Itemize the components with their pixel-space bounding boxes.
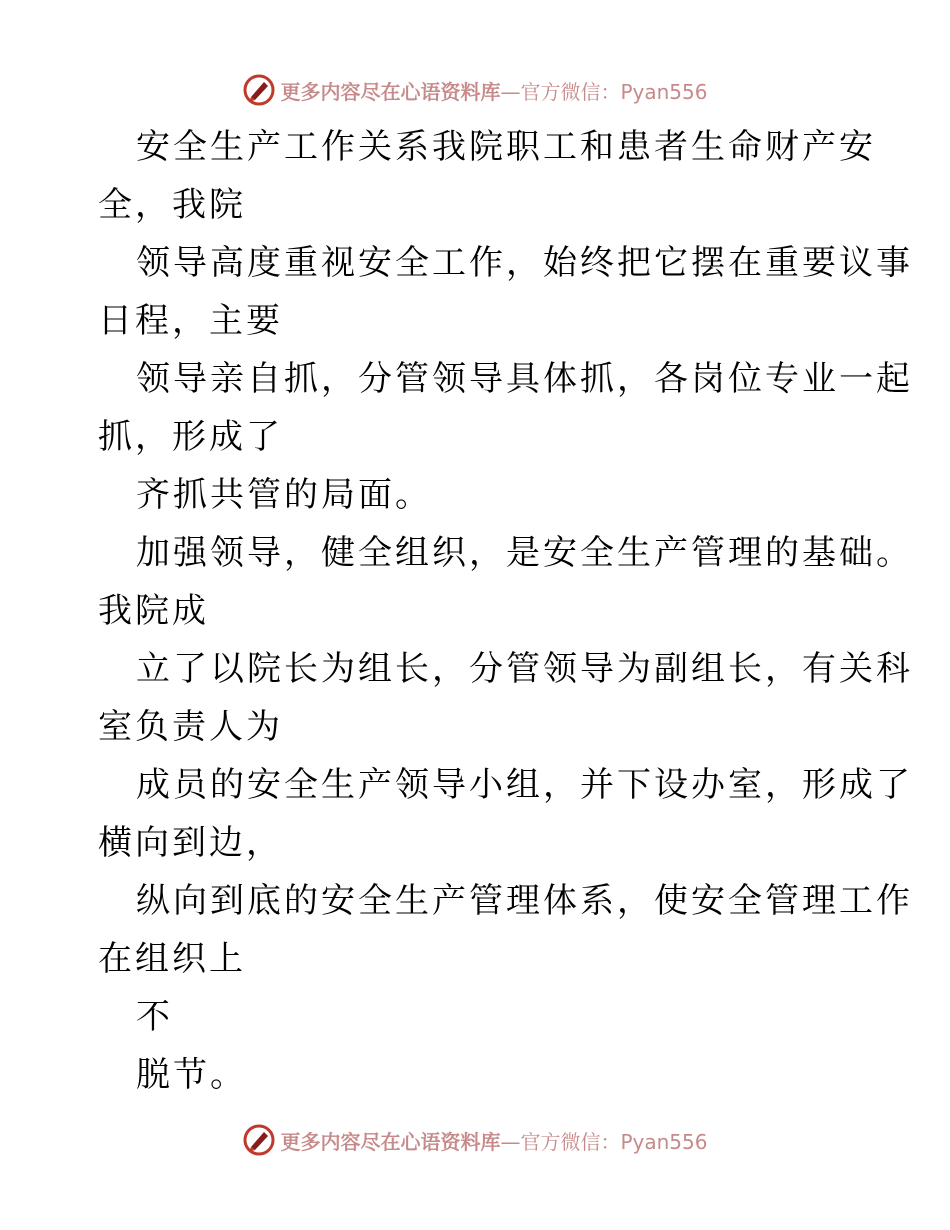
paragraph-wrap-line: 室负责人为 <box>98 707 283 747</box>
header-contact: —官方微信：Pyan556 <box>500 79 708 104</box>
footer-contact: —官方微信：Pyan556 <box>500 1129 708 1154</box>
paragraph-first-line: 纵向到底的安全生产管理体系，使安全管理工作 <box>136 881 913 921</box>
paragraph-wrap-line: 在组织上 <box>98 939 246 979</box>
paragraph-first-line: 安全生产工作关系我院职工和患者生命财产安 <box>136 127 876 167</box>
footer-slogan: 更多内容尽在心语资料库 <box>280 1129 501 1154</box>
paragraph-first-line: 齐抓共管的局面。 <box>136 475 432 515</box>
paragraph-wrap-line: 我院成 <box>98 591 209 631</box>
paragraph <box>98 756 913 872</box>
paragraph-first-line: 脱节。 <box>136 1055 247 1095</box>
paragraph <box>98 466 858 524</box>
document-body <box>98 118 913 1104</box>
paragraph <box>98 988 858 1046</box>
pen-logo-icon <box>242 73 276 107</box>
paragraph <box>98 350 913 466</box>
paragraph-first-line: 立了以院长为组长，分管领导为副组长，有关科 <box>136 649 913 689</box>
paragraph-first-line: 加强领导，健全组织，是安全生产管理的基础。 <box>136 533 913 573</box>
header-banner <box>0 70 950 110</box>
header-slogan: 更多内容尽在心语资料库 <box>280 79 501 104</box>
footer-banner <box>0 1120 950 1160</box>
paragraph <box>98 640 913 756</box>
paragraph-first-line: 领导高度重视安全工作，始终把它摆在重要议事 <box>136 243 913 283</box>
paragraph-first-line: 成员的安全生产领导小组，并下设办室，形成了 <box>136 765 913 805</box>
paragraph-wrap-line: 日程，主要 <box>98 301 283 341</box>
paragraph-wrap-line: 抓，形成了 <box>98 417 283 457</box>
paragraph-first-line: 不 <box>136 997 173 1037</box>
paragraph <box>98 1046 858 1104</box>
paragraph-first-line: 领导亲自抓，分管领导具体抓，各岗位专业一起 <box>136 359 913 399</box>
paragraph-wrap-line: 横向到边， <box>98 823 283 863</box>
paragraph <box>98 872 913 988</box>
paragraph <box>98 524 913 640</box>
paragraph-wrap-line: 全，我院 <box>98 185 246 225</box>
pen-logo-icon <box>242 1123 276 1157</box>
paragraph <box>98 118 876 234</box>
paragraph <box>98 234 913 350</box>
